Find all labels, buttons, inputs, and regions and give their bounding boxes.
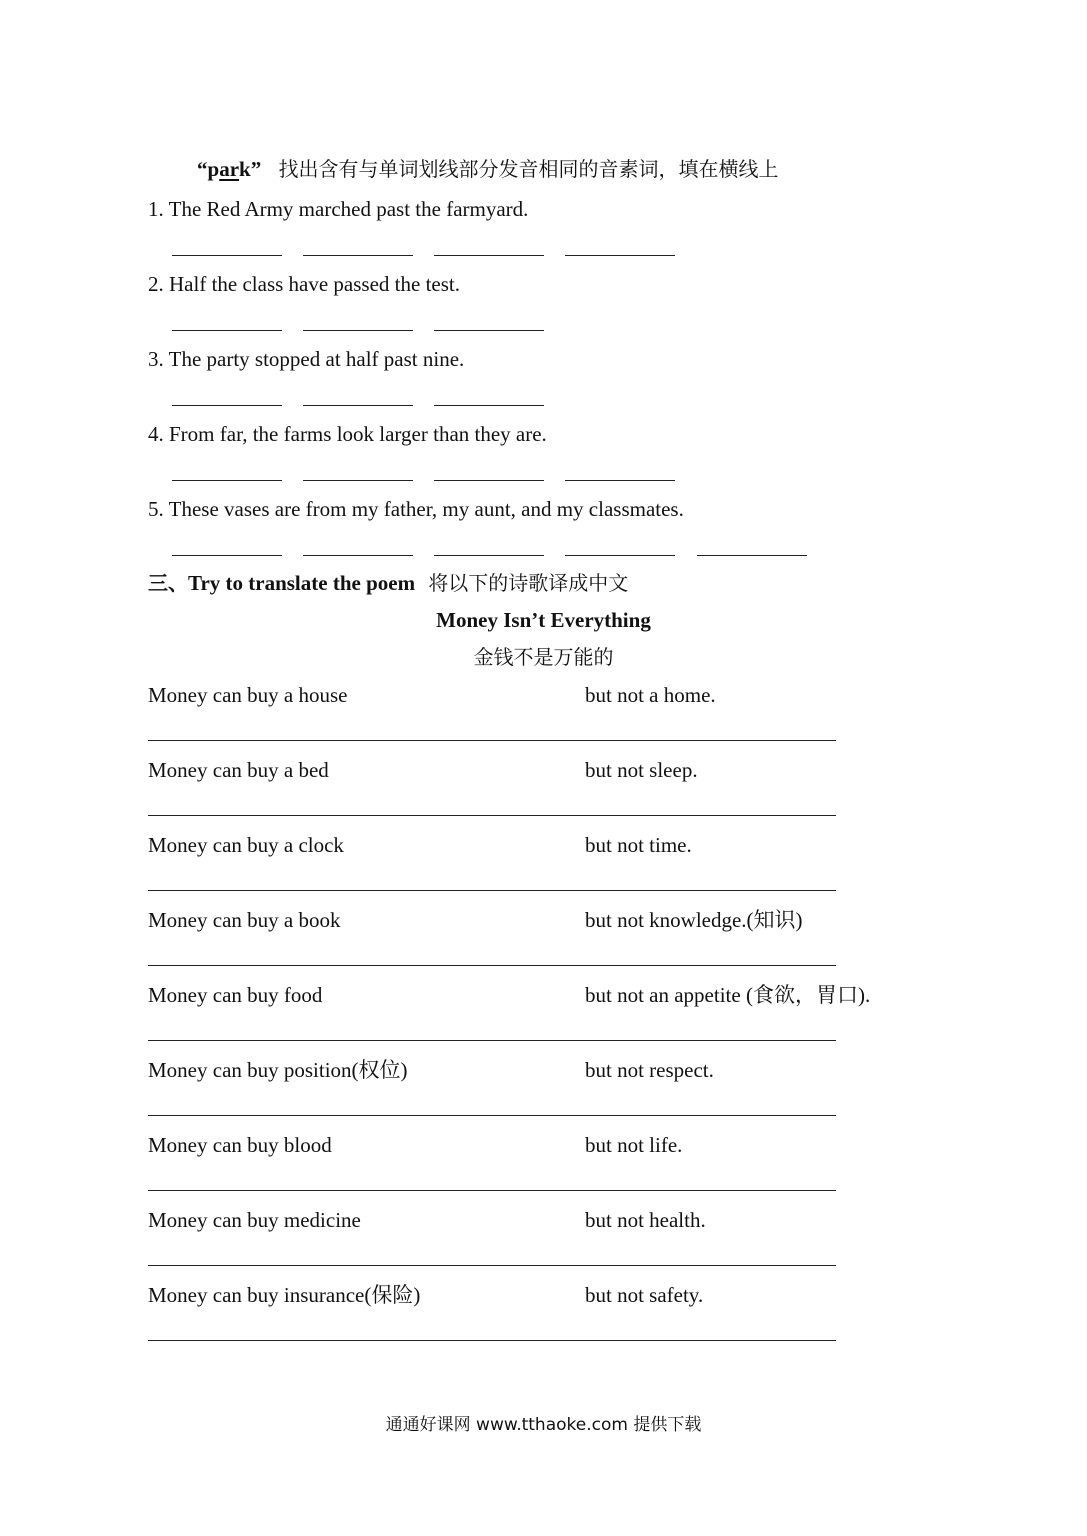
- poem-line: [148, 907, 340, 933]
- section3-heading: [148, 570, 628, 596]
- poem-line-left: Money can buy a book: [148, 908, 341, 932]
- answer-blank[interactable]: [172, 405, 282, 406]
- poem-line-right: but not sleep.: [585, 758, 698, 782]
- answer-blank[interactable]: [172, 555, 282, 556]
- answer-blank[interactable]: [303, 405, 413, 406]
- poem-line-right: but not knowledge.(知识): [585, 908, 803, 932]
- poem-line-right: but not respect.: [585, 1058, 714, 1082]
- poem-line-right: but not health.: [585, 1208, 706, 1232]
- section2-heading: [197, 156, 778, 182]
- poem-line-left: Money can buy a bed: [148, 758, 329, 782]
- page-footer: 通通好课网 www.tthaoke.com 提供下载: [385, 1415, 702, 1435]
- answer-blank[interactable]: [303, 330, 413, 331]
- answer-blank[interactable]: [303, 555, 413, 556]
- section3-heading-en: Try to translate the poem: [188, 571, 416, 595]
- quote-open: “: [197, 157, 208, 181]
- poem-line-left: Money can buy a clock: [148, 833, 344, 857]
- answer-blank[interactable]: [172, 255, 282, 256]
- poem-line-left: Money can buy blood: [148, 1133, 332, 1157]
- poem-line: [148, 1282, 420, 1308]
- poem-line-right: but not time.: [585, 833, 692, 857]
- poem-line-right: but not an appetite (食欲，胃口).: [585, 983, 871, 1007]
- question-text: 4. From far, the farms look larger than they are.: [148, 422, 547, 446]
- translation-answer-line[interactable]: [148, 1040, 836, 1041]
- question-text: 5. These vases are from my father, my aunt, and my classmates.: [148, 497, 684, 521]
- answer-blank[interactable]: [172, 480, 282, 481]
- question-text: 3. The party stopped at half past nine.: [148, 347, 465, 371]
- answer-blank[interactable]: [434, 480, 544, 481]
- answer-blank[interactable]: [434, 555, 544, 556]
- answer-blank[interactable]: [565, 480, 675, 481]
- poem-line-right: but not a home.: [585, 683, 716, 707]
- poem-line: [148, 832, 344, 858]
- answer-blank[interactable]: [697, 555, 807, 556]
- translation-answer-line[interactable]: [148, 815, 836, 816]
- translation-answer-line[interactable]: [148, 740, 836, 741]
- section2-instruction: 找出含有与单词划线部分发音相同的音素词，填在横线上: [278, 157, 779, 181]
- poem-line: [148, 682, 347, 708]
- poem-line: [148, 1132, 332, 1158]
- translation-answer-line[interactable]: [148, 1190, 836, 1191]
- poem-line-right: but not safety.: [585, 1283, 704, 1307]
- keyword-suffix: k: [239, 157, 251, 181]
- answer-blank[interactable]: [303, 255, 413, 256]
- poem-line-left: Money can buy position(权位): [148, 1058, 408, 1082]
- poem-line-left: Money can buy insurance(保险): [148, 1283, 421, 1307]
- answer-blank[interactable]: [434, 255, 544, 256]
- translation-answer-line[interactable]: [148, 965, 836, 966]
- poem-line: [148, 1057, 408, 1083]
- poem-line: [148, 982, 322, 1008]
- answer-blank[interactable]: [434, 405, 544, 406]
- translation-answer-line[interactable]: [148, 1340, 836, 1341]
- poem-line-left: Money can buy food: [148, 983, 323, 1007]
- keyword-prefix: p: [207, 157, 220, 181]
- translation-answer-line[interactable]: [148, 890, 836, 891]
- answer-blank[interactable]: [434, 330, 544, 331]
- translation-answer-line[interactable]: [148, 1115, 836, 1116]
- question-text: 1. The Red Army marched past the farmyard.: [148, 197, 529, 221]
- section3-heading-cn: 将以下的诗歌译成中文: [428, 571, 629, 595]
- quote-close: ”: [250, 157, 262, 181]
- section3-number: 三、: [148, 571, 188, 595]
- translation-answer-line[interactable]: [148, 1265, 836, 1266]
- answer-blank[interactable]: [565, 555, 675, 556]
- keyword-underlined: ar: [219, 157, 240, 181]
- poem-title-cn: 金钱不是万能的: [473, 645, 614, 669]
- answer-blank[interactable]: [303, 480, 413, 481]
- poem-line: [148, 757, 329, 783]
- poem-line-left: Money can buy medicine: [148, 1208, 361, 1232]
- question-text: 2. Half the class have passed the test.: [148, 272, 460, 296]
- poem-line-right: but not life.: [585, 1133, 683, 1157]
- poem-line-left: Money can buy a house: [148, 683, 348, 707]
- poem-line: [148, 1207, 361, 1233]
- answer-blank[interactable]: [172, 330, 282, 331]
- poem-title: Money Isn’t Everything: [436, 608, 651, 632]
- answer-blank[interactable]: [565, 255, 675, 256]
